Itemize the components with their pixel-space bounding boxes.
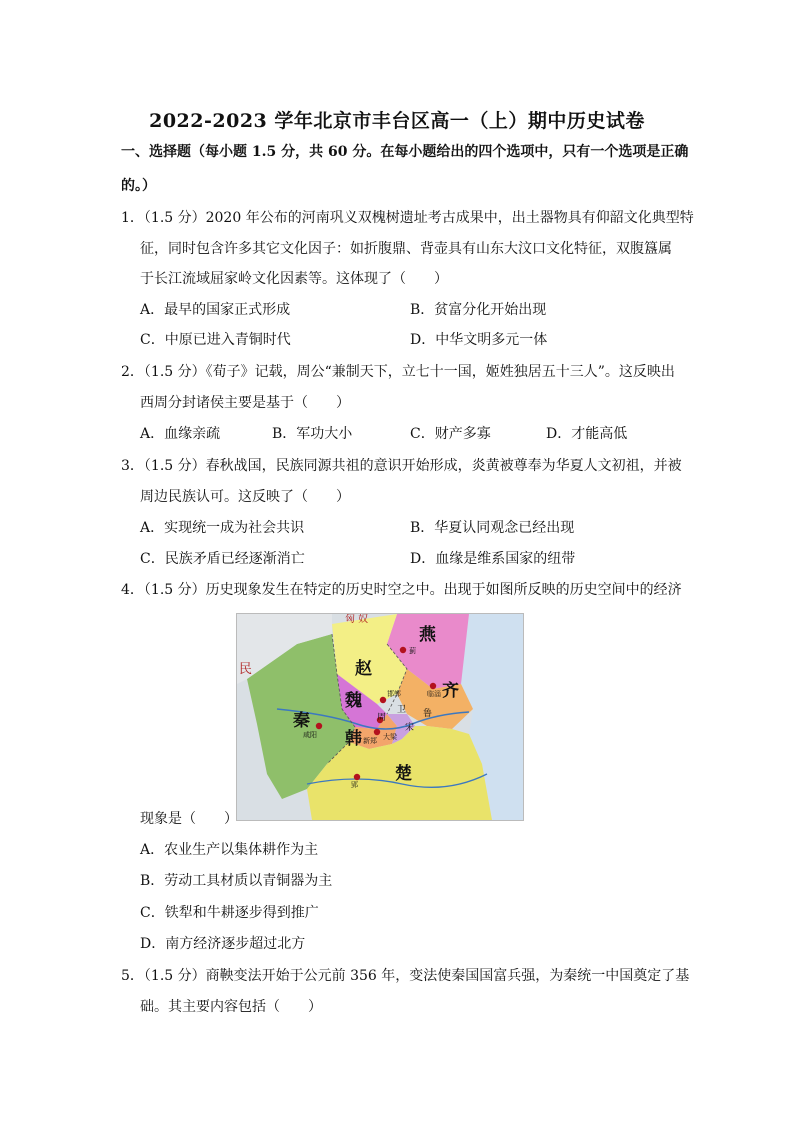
section-heading-line1: 一、选择题（每小题 1.5 分，共 60 分。在每小题给出的四个选项中，只有一个选项是正确 [121, 144, 689, 160]
q1-option-c[interactable]: C．中原已进入青铜时代 [140, 332, 291, 348]
map-label-min: 民 [239, 662, 253, 677]
q5-line1: 5．（1.5 分）商鞅变法开始于公元前 356 年，变法使秦国国富兵强，为秦统一中国奠定了基 [121, 968, 690, 984]
q4-option-d[interactable]: D．南方经济逐步超过北方 [140, 936, 306, 952]
q1-option-d[interactable]: D．中华文明多元一体 [410, 332, 548, 348]
q4-line1: 4．（1.5 分）历史现象发生在特定的历史时空之中。出现于如图所反映的历史空间中的经济 [121, 582, 682, 598]
section-heading-line2: 的。） [121, 178, 156, 194]
map-label-ji: 蓟 [409, 647, 416, 655]
q2-option-a[interactable]: A．血缘亲疏 [140, 426, 221, 442]
q3-option-c[interactable]: C．民族矛盾已经逐渐消亡 [140, 551, 305, 567]
q1-line3: 于长江流域屈家岭文化因素等。这体现了（ ） [140, 271, 448, 287]
map-label-song: 宋 [405, 723, 415, 733]
q4-option-a[interactable]: A．农业生产以集体耕作为主 [140, 842, 319, 858]
map-label-qi: 齐 [442, 681, 459, 701]
q2-option-c[interactable]: C．财产多寡 [410, 426, 491, 442]
map-label-daliang: 大梁 [383, 733, 397, 741]
q4-option-b[interactable]: B．劳动工具材质以青铜器为主 [140, 873, 333, 889]
map-label-qin: 秦 [293, 711, 310, 731]
q3-option-d[interactable]: D．血缘是维系国家的纽带 [410, 551, 576, 567]
map-label-chu: 楚 [395, 764, 412, 784]
exam-title: 2022-2023 学年北京市丰台区高一（上）期中历史试卷 [149, 110, 645, 132]
q4-option-c[interactable]: C．铁犁和牛耕逐步得到推广 [140, 905, 319, 921]
q3-option-a[interactable]: A．实现统一成为社会共识 [140, 520, 305, 536]
q3-option-b[interactable]: B．华夏认同观念已经出现 [410, 520, 575, 536]
q2-line1: 2．（1.5 分）《荀子》记载，周公“兼制天下，立七十一国，姬姓独居五十三人”。这反映出 [121, 364, 675, 380]
map-label-zhou: 周 [377, 713, 387, 723]
map-label-xiongnu: 匈 奴 [345, 614, 369, 625]
map-label-lu: 鲁 [423, 709, 433, 719]
map-label-han: 韩 [345, 729, 362, 749]
map-label-wei: 魏 [345, 691, 362, 711]
map-label-handan: 邯郸 [387, 690, 401, 698]
map-label-zhao: 赵 [355, 659, 372, 679]
q2-line2: 西周分封诸侯主要是基于（ ） [140, 395, 350, 411]
q5-line2: 础。其主要内容包括（ ） [140, 999, 322, 1015]
q1-line2: 征，同时包含许多其它文化因子：如折腹鼎、背壶具有山东大汶口文化特征，双腹簋属 [140, 241, 672, 257]
warring-states-map [236, 613, 524, 821]
q1-option-a[interactable]: A．最早的国家正式形成 [140, 302, 291, 318]
q2-option-d[interactable]: D．才能高低 [546, 426, 628, 442]
q3-line1: 3．（1.5 分）春秋战国，民族同源共祖的意识开始形成，炎黄被尊奉为华夏人文初祖，并被 [121, 458, 682, 474]
map-label-wey: 卫 [397, 705, 407, 715]
map-label-xinzheng: 新郑 [363, 737, 377, 745]
map-label-xianyang: 咸阳 [303, 731, 317, 739]
map-label-yan: 燕 [419, 625, 436, 645]
map-label-ying: 郢 [351, 781, 358, 789]
q1-line1: 1．（1.5 分）2020 年公布的河南巩义双槐树遗址考古成果中，出土器物具有仰韶文化典型特 [121, 210, 694, 226]
q3-line2: 周边民族认可。这反映了（ ） [140, 489, 350, 505]
q2-option-b[interactable]: B．军功大小 [272, 426, 353, 442]
map-label-linzi: 临淄 [427, 690, 441, 698]
q1-option-b[interactable]: B．贫富分化开始出现 [410, 302, 547, 318]
q4-line2: 现象是（ ） [140, 811, 238, 827]
